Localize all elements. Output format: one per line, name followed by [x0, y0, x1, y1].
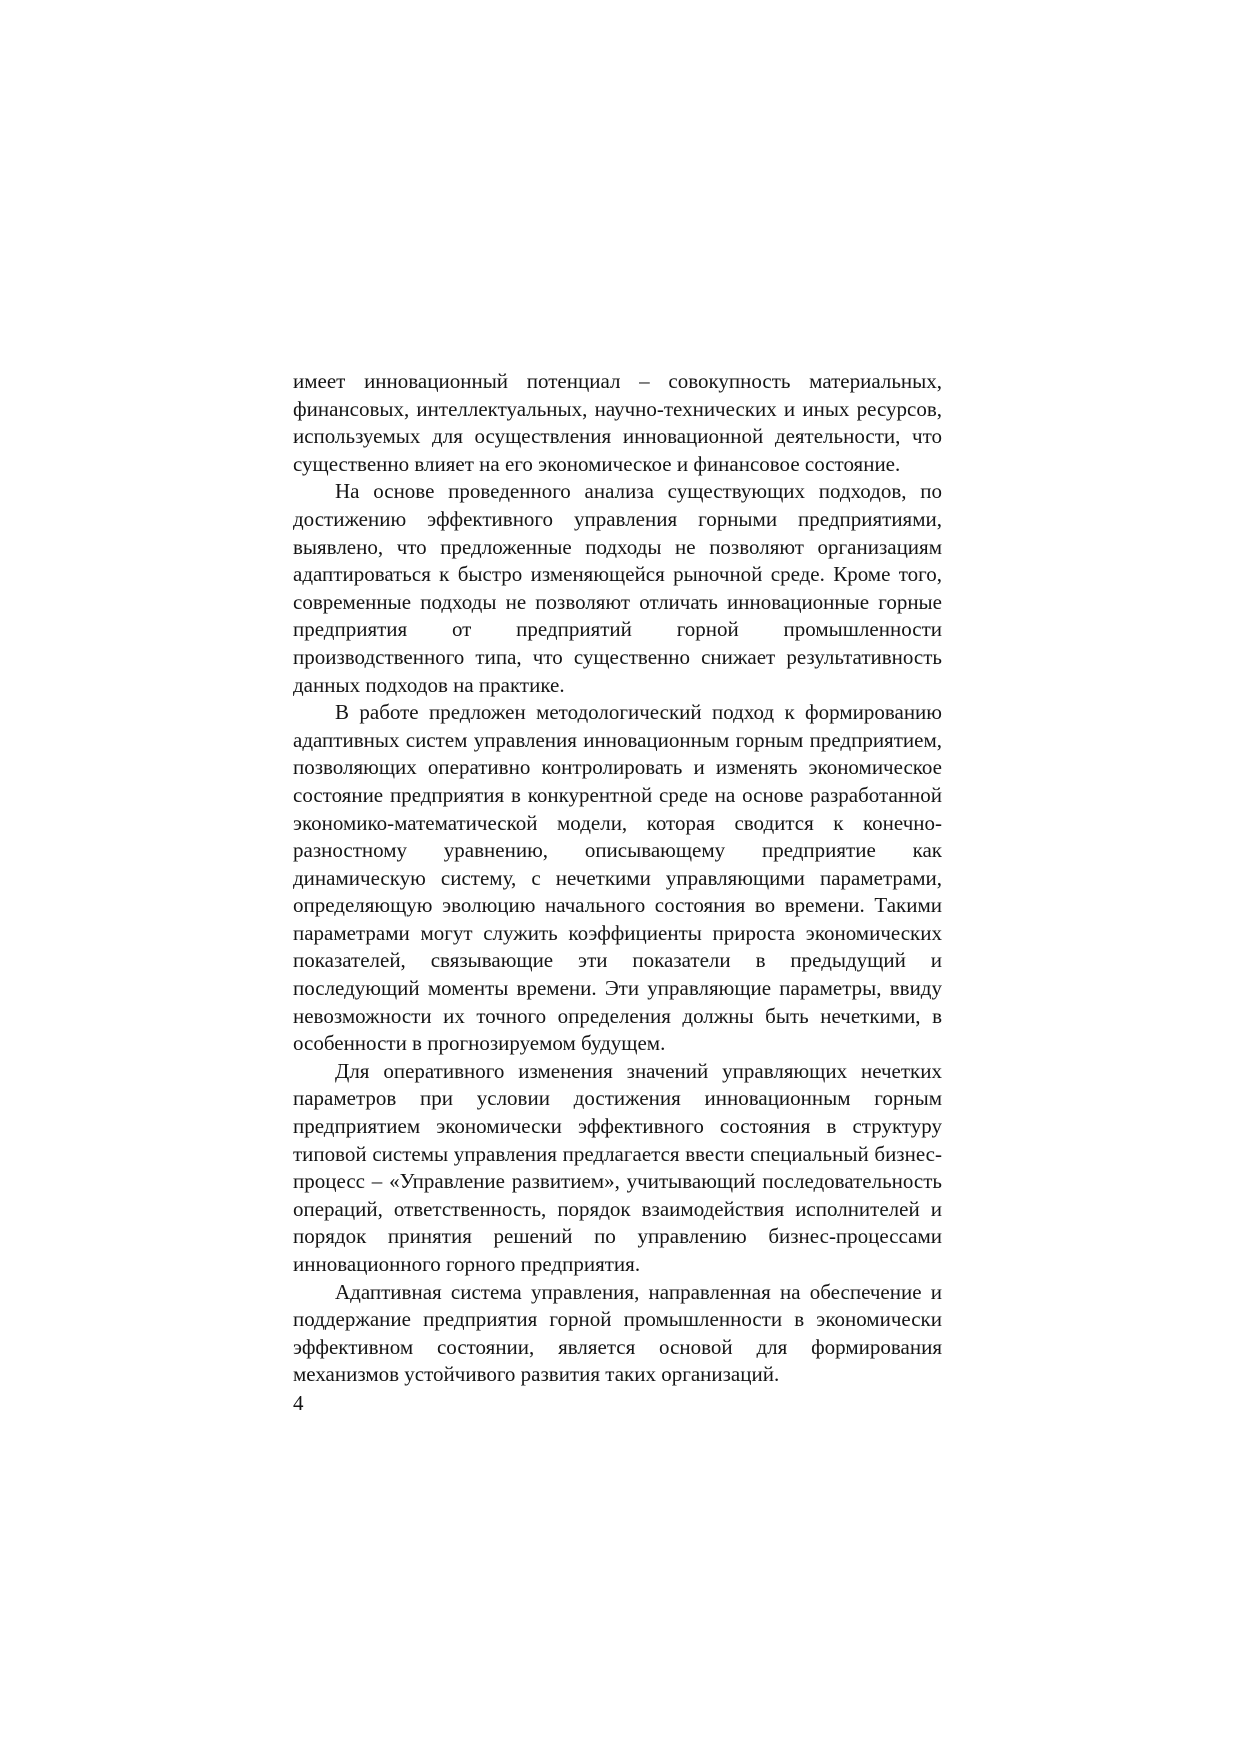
page-number: 4	[293, 1391, 304, 1415]
paragraph-5: Адаптивная система управления, направленная на обеспечение и поддержание предприятия горной промышленности в экономически эффективном состоянии, является основой для формирования механизмов устойчивого развития таких организаций.	[293, 1279, 942, 1387]
body-text	[293, 368, 942, 1389]
paragraph-4: Для оперативного изменения значений управляющих нечетких параметров при условии достижения инновационным горным предприятием экономически эффективного состояния в структуру типовой системы управления предлагается ввести специальный бизнес-процесс – «Управление развитием», учитывающий последовательность операций, ответственность, порядок взаимодействия исполнителей и порядок принятия решений по управлению бизнес-процессами инновационного горного предприятия.	[293, 1058, 942, 1276]
paragraph-3: В работе предложен методологический подход к формированию адаптивных систем управления инновационным горным предприятием, позволяющих оперативно контролировать и изменять экономическое состояние предприятия в конкурентной среде на основе разработанной экономико-математической модели, которая сводится к конечно-разностному уравнению, описывающему предприятие как динамическую систему, с нечеткими управляющими параметрами, определяющую эволюцию начального состояния во времени. Такими параметрами могут служить коэффициенты прироста экономических показателей, связывающие эти показатели в предыдущий и последующий моменты времени. Эти управляющие параметры, ввиду невозможности их точного определения должны быть нечеткими, в особенности в прогнозируемом будущем.	[293, 700, 942, 1056]
paragraph-2: На основе проведенного анализа существующих подходов, по достижению эффективного управления горными предприятиями, выявлено, что предложенные подходы не позволяют организациям адаптироваться к быстро изменяющейся рыночной среде. Кроме того, современные подходы не позволяют отличать инновационные горные предприятия от предприятий горной промышленности производственного типа, что существенно снижает результативность данных подходов на практике.	[293, 479, 942, 697]
paragraph-1: имеет инновационный потенциал – совокупность материальных, финансовых, интеллектуальных, научно-технических и иных ресурсов, используемых для осуществления инновационной деятельности, что существенно влияет на его экономическое и финансовое состояние.	[293, 369, 942, 476]
